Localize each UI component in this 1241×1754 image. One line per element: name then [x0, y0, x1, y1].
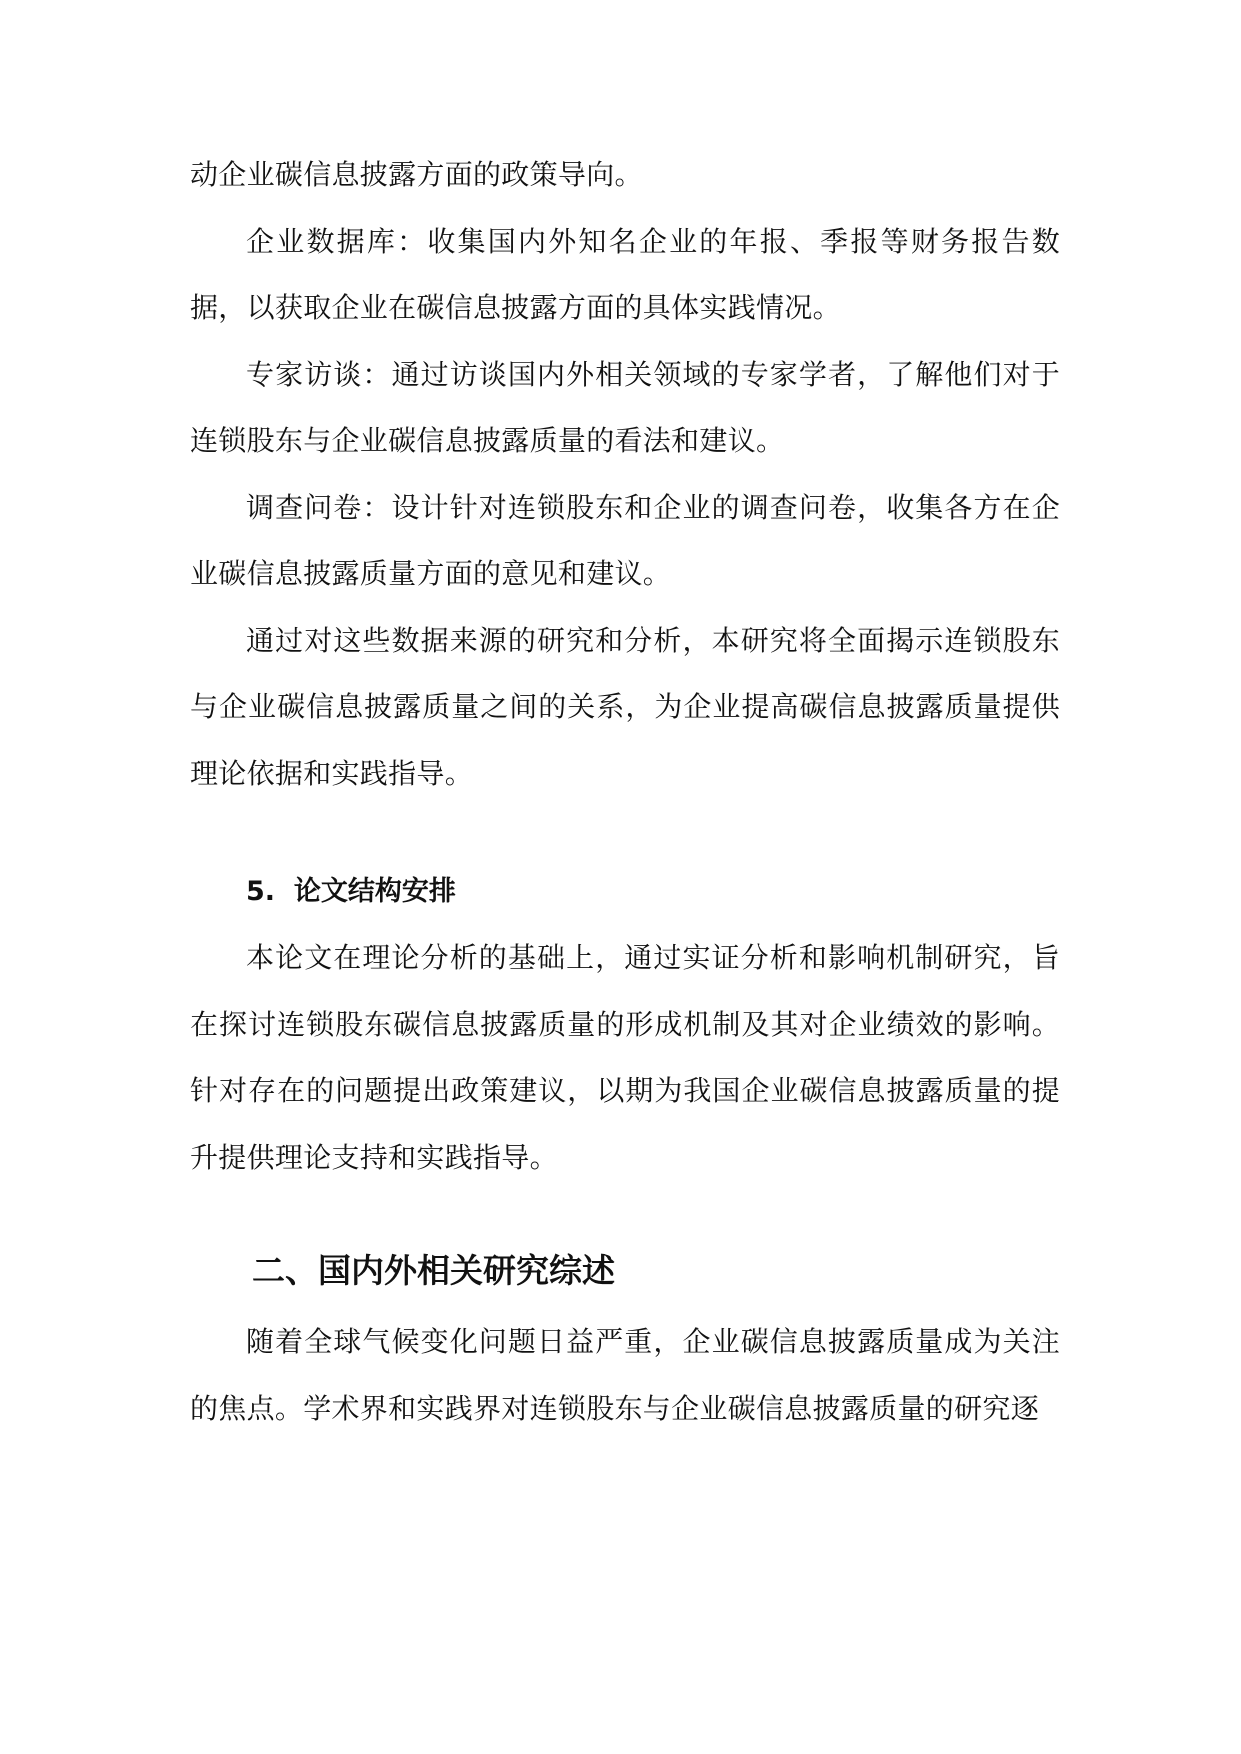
- paragraph-expert-interview: 专家访谈：通过访谈国内外相关领域的专家学者，了解他们对于连锁股东与企业碳信息披露质量的看法和建议。: [190, 357, 1060, 457]
- paragraph-questionnaire: 调查问卷：设计针对连锁股东和企业的调查问卷，收集各方在企业碳信息披露质量方面的意见和建议。: [190, 490, 1060, 590]
- paragraph-thesis-structure: 本论文在理论分析的基础上，通过实证分析和影响机制研究，旨在探讨连锁股东碳信息披露质量的形成机制及其对企业绩效的影响。针对存在的问题提出政策建议，以期为我国企业碳信息披露质量的提升提供理论支持和实践指导。: [190, 941, 1060, 1174]
- section-heading-literature-review: 二、国内外相关研究综述: [252, 1251, 615, 1290]
- document-body: [190, 142, 1060, 1442]
- paragraph-literature-intro: 随着全球气候变化问题日益严重，企业碳信息披露质量成为关注的焦点。学术界和实践界对连锁股东与企业碳信息披露质量的研究逐: [190, 1325, 1060, 1425]
- paragraph-data-summary: 通过对这些数据来源的研究和分析，本研究将全面揭示连锁股东与企业碳信息披露质量之间的关系，为企业提高碳信息披露质量提供理论依据和实践指导。: [190, 623, 1060, 790]
- paragraph-enterprise-database: 企业数据库：收集国内外知名企业的年报、季报等财务报告数据，以获取企业在碳信息披露方面的具体实践情况。: [190, 224, 1060, 324]
- paragraph-continuation: 动企业碳信息披露方面的政策导向。: [190, 158, 643, 191]
- subheading-thesis-structure: 5. 论文结构安排: [246, 876, 456, 907]
